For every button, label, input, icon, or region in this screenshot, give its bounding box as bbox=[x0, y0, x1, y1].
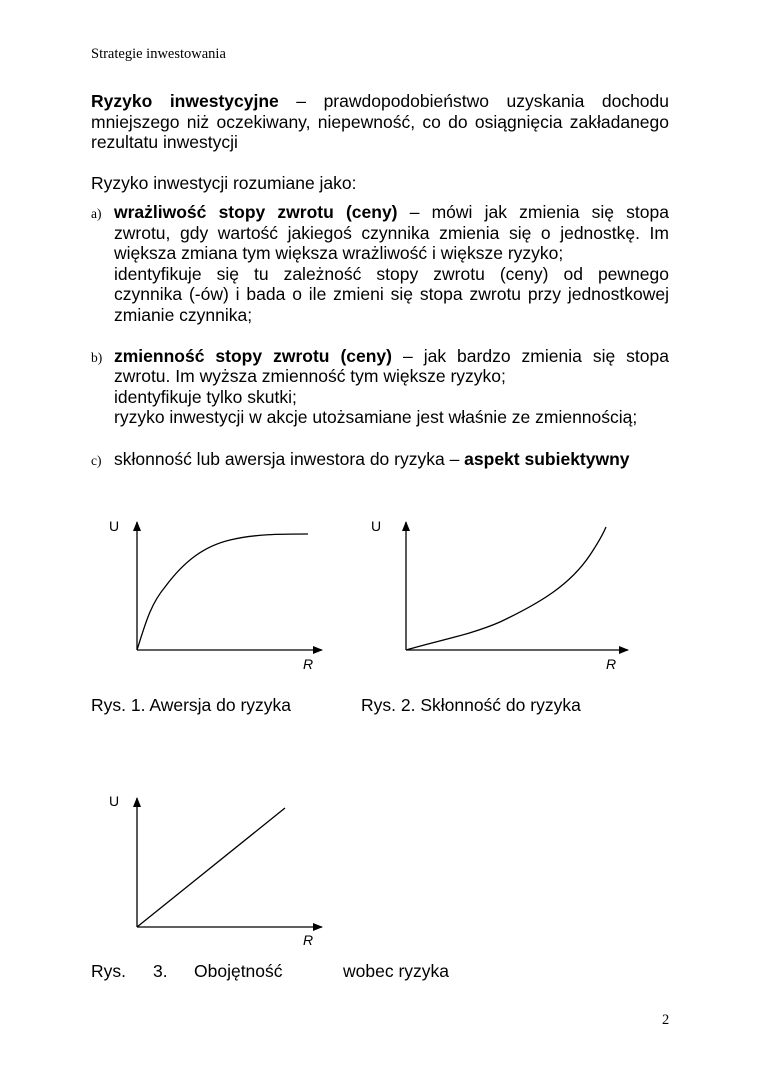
item-b-text: – jak bardzo zmienia się stopa bbox=[392, 346, 669, 366]
page-number: 2 bbox=[662, 1012, 670, 1028]
figure-1-y-label: U bbox=[109, 518, 120, 534]
item-a-line-3: większa zmiana tym większa wrażliwość i większe ryzyko; bbox=[114, 243, 564, 263]
figure-3-axes bbox=[137, 798, 322, 927]
running-header: Strategie inwestowania bbox=[91, 46, 226, 62]
item-b-line-3: identyfikuje tylko skutki; bbox=[114, 387, 297, 407]
figure-2-caption: Rys. 2. Skłonność do ryzyka bbox=[361, 695, 581, 715]
item-b-line-4: ryzyko inwestycji w akcje utożsamiane jest właśnie ze zmiennością; bbox=[114, 407, 638, 427]
item-a-marker: a) bbox=[91, 206, 102, 221]
item-c-marker: c) bbox=[91, 453, 102, 468]
figure-1-caption: Rys. 1. Awersja do ryzyka bbox=[91, 695, 292, 715]
item-a-text: – mówi jak zmienia się stopa bbox=[397, 202, 669, 222]
figure-1-curve bbox=[137, 534, 308, 650]
figure-3-line bbox=[137, 808, 285, 927]
intro-text: – prawdopodobieństwo uzyskania dochodu bbox=[278, 91, 670, 111]
figure-2-curve bbox=[406, 527, 606, 650]
figure-2-axes bbox=[406, 522, 628, 650]
item-a-line-6: zmianie czynnika; bbox=[114, 305, 253, 325]
lead-text: Ryzyko inwestycji rozumiane jako: bbox=[91, 173, 357, 193]
figure-3-x-label: R bbox=[303, 932, 314, 948]
figure-3-y-label: U bbox=[109, 793, 120, 809]
figure-2-y-label: U bbox=[371, 518, 382, 534]
item-a-line-5: czynnika (-ów) i bada o ile zmieni się stopa zwrotu przy jednostkowej bbox=[114, 284, 669, 304]
item-b-term: zmienność stopy zwrotu (ceny) bbox=[114, 346, 392, 366]
item-c-text: skłonność lub awersja inwestora do ryzyka – bbox=[114, 449, 465, 469]
figure-3-caption-title-end: wobec ryzyka bbox=[343, 961, 450, 981]
figure-2-x-label: R bbox=[606, 656, 617, 672]
item-a-line-4: identyfikuje się tu zależność stopy zwrotu (ceny) od pewnego bbox=[114, 264, 669, 284]
figure-3-caption-title: Obojętność bbox=[194, 961, 283, 981]
intro-term: Ryzyko inwestycyjne bbox=[91, 91, 279, 111]
item-a-term: wrażliwość stopy zwrotu (ceny) bbox=[114, 202, 398, 222]
figure-1-axes bbox=[137, 522, 322, 650]
item-a-line-2: zwrotu, gdy wartość jakiegoś czynnika zmienia się o jednostkę. Im bbox=[114, 223, 669, 243]
item-b-line-2: zwrotu. Im wyższa zmienność tym większe ryzyko; bbox=[114, 366, 506, 386]
figure-1-x-label: R bbox=[303, 656, 314, 672]
intro-line-2: mniejszego niż oczekiwany, niepewność, co do osiągnięcia zakładanego bbox=[91, 112, 669, 132]
figure-3-caption-number: 3. bbox=[153, 961, 168, 981]
intro-line-3: rezultatu inwestycji bbox=[91, 132, 238, 152]
figure-3-caption-rys: Rys. bbox=[91, 961, 126, 981]
item-b-marker: b) bbox=[91, 350, 103, 365]
item-c-bold: aspekt subiektywny bbox=[464, 449, 630, 469]
